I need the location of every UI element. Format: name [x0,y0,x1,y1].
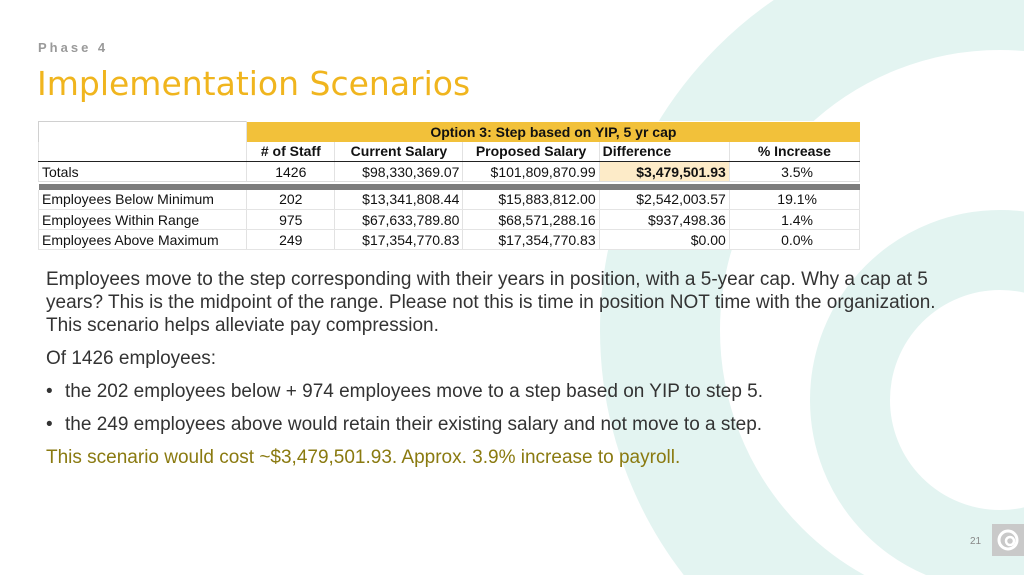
table-row-totals [39,162,860,182]
logo [992,524,1024,556]
row-difference: $0.00 [599,230,729,250]
row-staff: 202 [247,190,335,210]
totals-increase: 3.5% [729,162,859,182]
row-increase: 19.1% [729,190,859,210]
table-row [39,230,860,250]
totals-current: $98,330,369.07 [335,162,463,182]
bullet-icon: • [46,414,53,435]
scenario-table [38,121,860,250]
header-difference: Difference [599,142,729,162]
totals-proposed: $101,809,870.99 [463,162,599,182]
row-difference: $2,542,003.57 [599,190,729,210]
bullet-text: the 249 employees above would retain their existing salary and not move to a step. [65,414,763,435]
table-header-row [39,142,860,162]
totals-difference: $3,479,501.93 [599,162,729,182]
row-proposed: $15,883,812.00 [463,190,599,210]
page-title: Implementation Scenarios [37,64,471,103]
row-current: $17,354,770.83 [335,230,463,250]
body-text [46,268,946,479]
row-current: $13,341,808.44 [335,190,463,210]
bullet-icon: • [46,381,53,402]
header-label [39,142,247,162]
header-proposed-salary: Proposed Salary [463,142,599,162]
totals-label: Totals [39,162,247,182]
bullet-item [46,380,946,403]
page-number: 21 [970,536,982,547]
row-staff: 249 [247,230,335,250]
row-current: $67,633,789.80 [335,210,463,230]
header-current-salary: Current Salary [335,142,463,162]
row-increase: 1.4% [729,210,859,230]
table-option-row [39,122,860,142]
table-corner-cell [39,122,247,142]
option-title: Option 3: Step based on YIP, 5 yr cap [247,122,860,142]
phase-label: Phase 4 [38,40,109,55]
bullet-text: the 202 employees below + 974 employees move to a step based on YIP to step 5. [65,381,764,402]
table-row [39,210,860,230]
totals-staff: 1426 [247,162,335,182]
header-increase: % Increase [729,142,859,162]
header-staff: # of Staff [247,142,335,162]
logo-icon [992,524,1024,556]
employee-count-paragraph: Of 1426 employees: [46,348,217,369]
row-proposed: $17,354,770.83 [463,230,599,250]
row-label: Employees Within Range [39,210,247,230]
bullet-item [46,413,946,436]
row-increase: 0.0% [729,230,859,250]
table-row [39,190,860,210]
row-label: Employees Below Minimum [39,190,247,210]
row-proposed: $68,571,288.16 [463,210,599,230]
description-paragraph: Employees move to the step corresponding with their years in position, with a 5-year cap. Why a cap at 5 years? This is the midpoint of the range. Please not this is time in position NOT time with the organization. This scenario helps alleviate pay compression. [46,269,936,336]
row-difference: $937,498.36 [599,210,729,230]
row-staff: 975 [247,210,335,230]
cost-summary: This scenario would cost ~$3,479,501.93. Approx. 3.9% increase to payroll. [46,447,681,468]
row-label: Employees Above Maximum [39,230,247,250]
